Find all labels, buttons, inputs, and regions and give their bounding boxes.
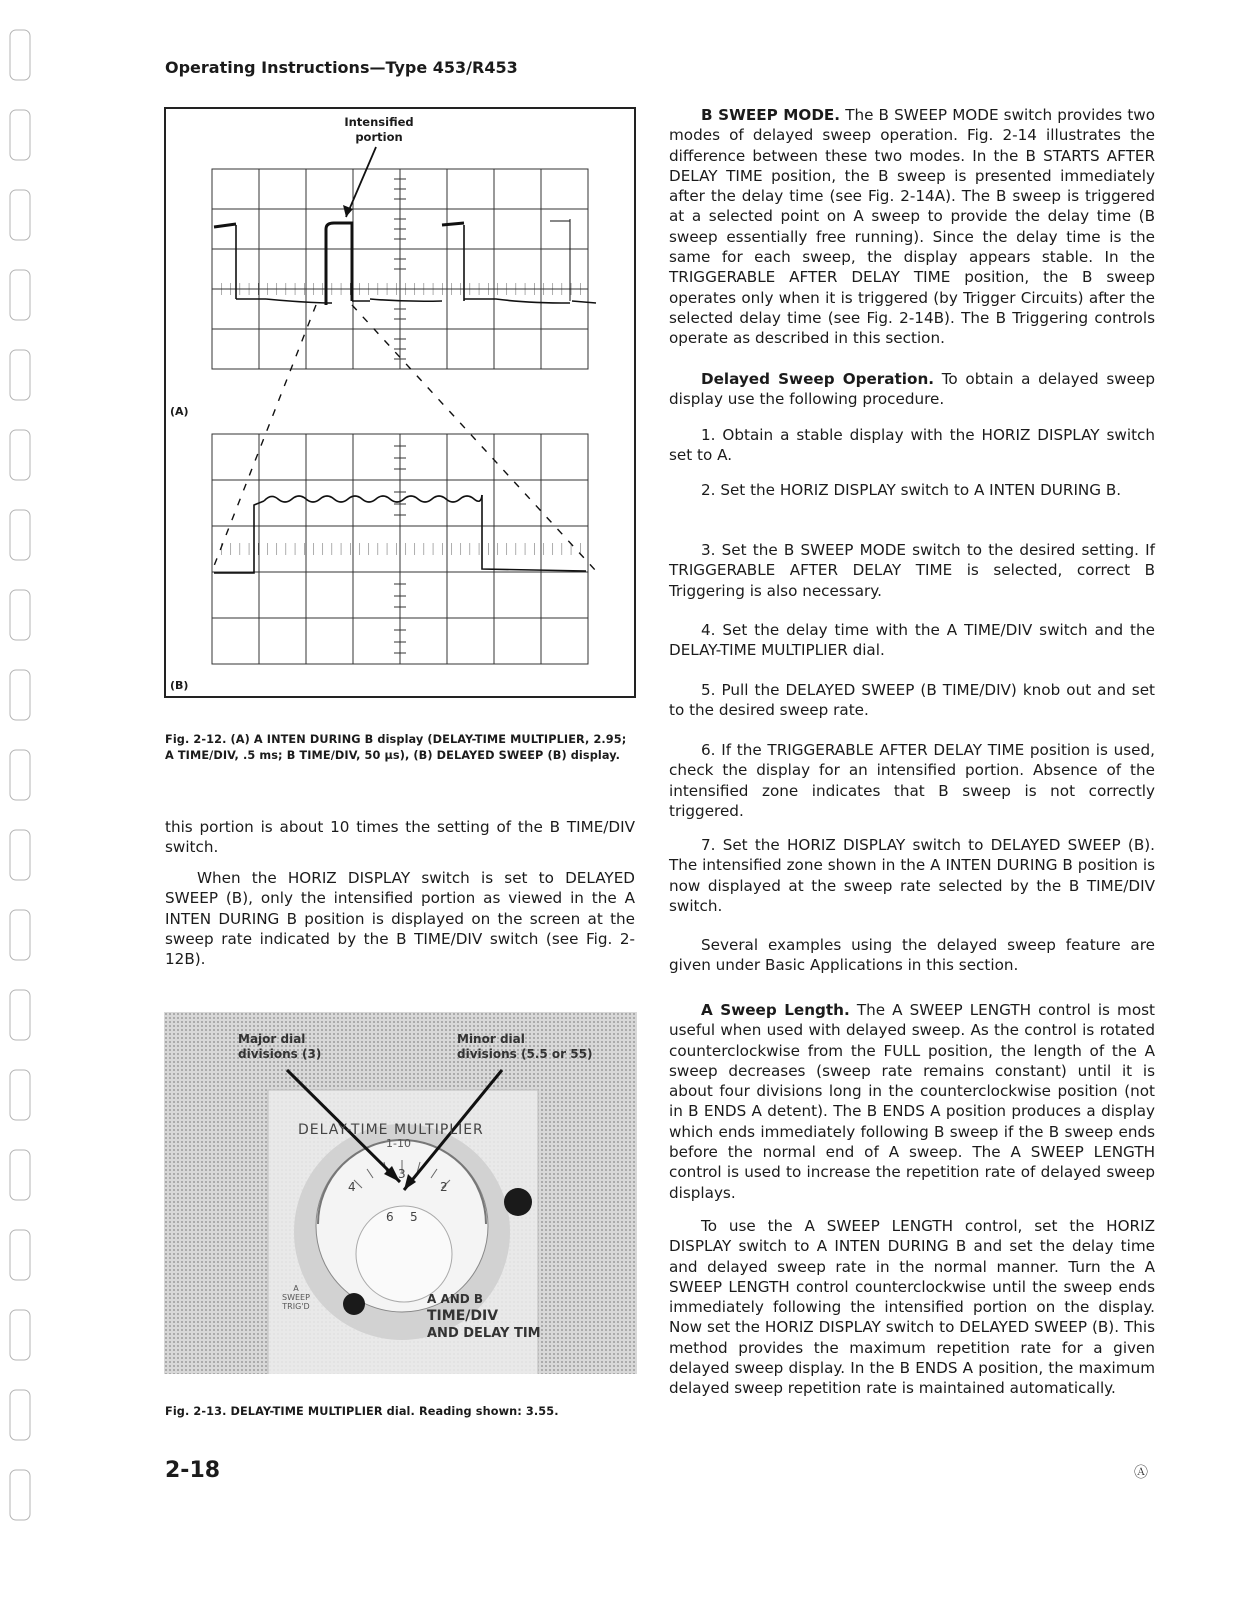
step-1: 1. Obtain a stable display with the HORIZ DISPLAY switch set to A. bbox=[669, 426, 1155, 465]
a-sweep-length-heading: A Sweep Length. bbox=[701, 1001, 850, 1019]
left-paragraph-1: this portion is about 10 times the setting of the B TIME/DIV switch. bbox=[165, 818, 635, 857]
panel-title: DELAY-TIME MULTIPLIER bbox=[298, 1122, 484, 1138]
step-7: 7. Set the HORIZ DISPLAY switch to DELAYED SWEEP (B). The intensified zone shown in the A INTEN DURING B position is now displayed at the sweep rate selected by the B TIME/DIV switch. bbox=[669, 836, 1155, 915]
b-sweep-mode-text: The B SWEEP MODE switch provides two modes of delayed sweep operation. Fig. 2-14 illustrates the difference between these two modes. In the B STARTS AFTER DELAY TIME position, the B sweep is presented immediately after the delay time (see Fig. 2-14A). The B sweep is triggered at a selected point on A sweep to provide the delay time (B sweep essentially free running). Since the delay time is the same for each sweep, the display appears stable. In the TRIGGERABLE AFTER DELAY TIME position, the B sweep operates only when it is triggered (by Trigger Circuits) after the selected delay time (see Fig. 2-14B). The B Triggering controls operate as described in this section. bbox=[669, 106, 1155, 348]
label-major-dial: Major dial divisions (3) bbox=[238, 1032, 322, 1061]
left-paragraph-2: When the HORIZ DISPLAY switch is set to DELAYED SWEEP (B), only the intensified portion as viewed in the A INTEN DURING B position is displayed on the screen at the sweep rate indicated by the B TIME/DIV switch (see Fig. 2-12B). bbox=[165, 869, 635, 969]
dial-number-3: 3 bbox=[398, 1167, 406, 1181]
dial-number-4: 4 bbox=[348, 1180, 356, 1194]
a-sweep-length-text: The A SWEEP LENGTH control is most useful when used with delayed sweep. As the control is rotated counterclockwise from the FULL position, the length of the A sweep decreases (sweep rate remains constant) until it is about four divisions long in the counterclockwise position (not in B ENDS A detent). The B ENDS A position produces a display which ends immediately following B sweep if the B sweep ends before the normal end of A sweep. The A SWEEP LENGTH control is used to increase the repetition rate of delayed sweep displays. bbox=[669, 1001, 1155, 1202]
page-header: Operating Instructions—Type 453/R453 bbox=[165, 58, 518, 77]
dial-number-5: 5 bbox=[410, 1210, 418, 1224]
label-minor-dial: Minor dial divisions (5.5 or 55) bbox=[457, 1032, 593, 1061]
examples-paragraph: Several examples using the delayed sweep feature are given under Basic Applications in this section. bbox=[669, 936, 1155, 975]
delayed-sweep-text: To obtain a delayed sweep display use the following procedure. bbox=[669, 370, 1155, 409]
page-number: 2-18 bbox=[165, 1458, 221, 1483]
binder-holes bbox=[4, 0, 44, 1600]
oscilloscope-traces bbox=[166, 109, 634, 696]
label-a: (A) bbox=[170, 405, 189, 418]
figure1-caption: Fig. 2-12. (A) A INTEN DURING B display (DELAY-TIME MULTIPLIER, 2.95; A TIME/DIV, .5 ms; B TIME/DIV, 50 µs), (B) DELAYED SWEEP (B) display. bbox=[165, 733, 627, 762]
step-2: 2. Set the HORIZ DISPLAY switch to A INTEN DURING B. bbox=[701, 481, 1122, 499]
step-5: 5. Pull the DELAYED SWEEP (B TIME/DIV) knob out and set to the desired sweep rate. bbox=[669, 681, 1155, 720]
a-sweep-length-paragraph bbox=[669, 1000, 1155, 1203]
delayed-sweep-heading: Delayed Sweep Operation. bbox=[701, 370, 935, 388]
figure-dial-photo bbox=[164, 1012, 637, 1374]
step-6: 6. If the TRIGGERABLE AFTER DELAY TIME position is used, check the display for an intensified portion. Absence of the intensified zone indicates that B sweep is not correctly triggered. bbox=[669, 741, 1155, 820]
dial-number-6: 6 bbox=[386, 1210, 394, 1224]
panel-subtitle: 1-10 bbox=[386, 1137, 411, 1150]
b-sweep-mode-paragraph bbox=[669, 105, 1155, 349]
step-4: 4. Set the delay time with the A TIME/DIV switch and the DELAY-TIME MULTIPLIER dial. bbox=[669, 621, 1155, 660]
figure2-caption: Fig. 2-13. DELAY-TIME MULTIPLIER dial. Reading shown: 3.55. bbox=[165, 1405, 559, 1418]
a-and-b-label: A AND B bbox=[427, 1292, 484, 1306]
delayed-sweep-paragraph bbox=[669, 369, 1155, 410]
callout-intensified-portion: Intensified portion bbox=[344, 115, 414, 144]
b-sweep-mode-heading: B SWEEP MODE. bbox=[701, 106, 841, 124]
time-div-label: TIME/DIV bbox=[427, 1308, 499, 1324]
label-b: (B) bbox=[170, 679, 189, 692]
figure-oscilloscope-graticule bbox=[164, 107, 636, 698]
tektronix-logo: Ⓐ bbox=[1134, 1465, 1148, 1481]
dial-illustration bbox=[164, 1012, 637, 1374]
to-use-paragraph: To use the A SWEEP LENGTH control, set the HORIZ DISPLAY switch to A INTEN DURING B and set the delay time and delayed sweep rate in the normal manner. Turn the A SWEEP LENGTH control counterclockwise until the sweep ends immediately following the intensified portion on the display. Now set the HORIZ DISPLAY switch to DELAYED SWEEP (B). This method provides the maximum repetition rate for a given delayed sweep display. In the B ENDS A position, the maximum delayed sweep repetition rate is maintained automatically. bbox=[669, 1217, 1155, 1398]
step-3: 3. Set the B SWEEP MODE switch to the desired setting. If TRIGGERABLE AFTER DELAY TIME is selected, correct B Triggering is also necessary. bbox=[669, 541, 1155, 600]
and-delay-label: AND DELAY TIM bbox=[427, 1326, 541, 1341]
sweep-trig-label: A SWEEP TRIG'D bbox=[282, 1284, 310, 1311]
dial-number-2: 2 bbox=[440, 1180, 448, 1194]
